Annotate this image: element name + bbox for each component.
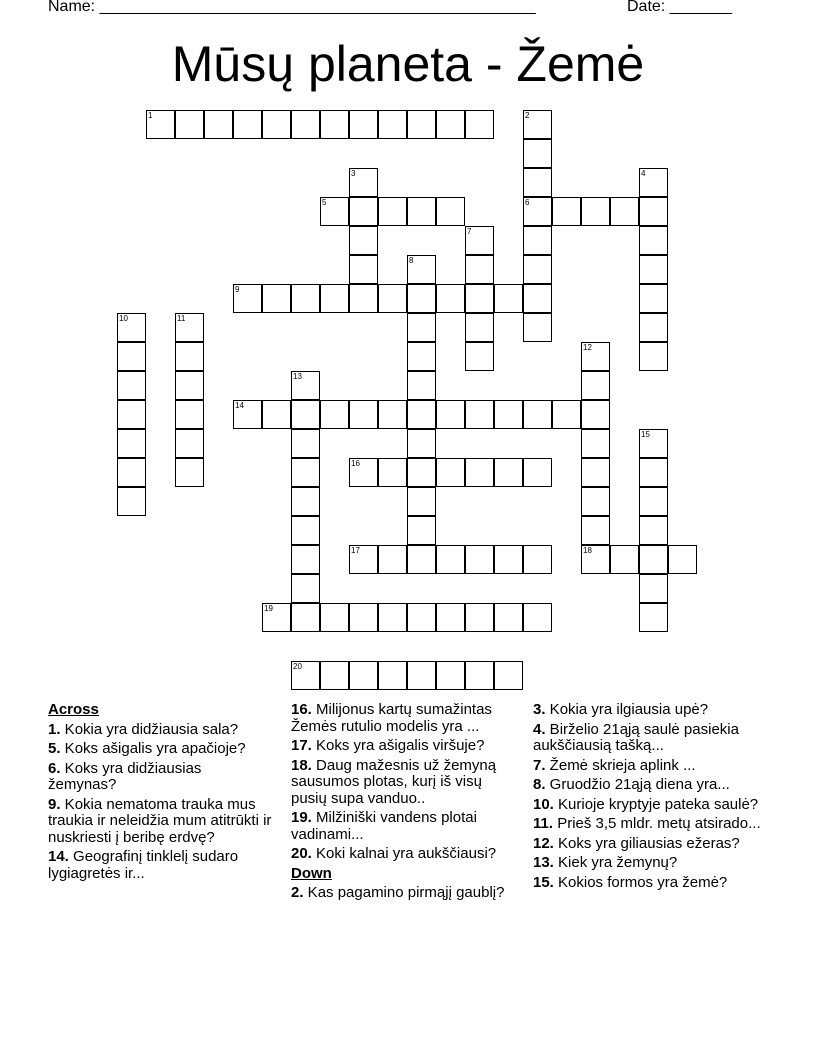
clue-number-label: 9 xyxy=(235,285,240,294)
crossword-cell[interactable] xyxy=(117,313,146,342)
crossword-cell[interactable] xyxy=(349,168,378,197)
crossword-cell[interactable] xyxy=(581,458,610,487)
crossword-cell[interactable] xyxy=(581,516,610,545)
clue-number-label: 1 xyxy=(148,111,153,120)
crossword-cell[interactable] xyxy=(291,545,320,574)
clue-number-label: 7 xyxy=(467,227,472,236)
crossword-cell[interactable] xyxy=(581,371,610,400)
clue-down-8: 8. Gruodžio 21ąją diena yra... xyxy=(533,776,730,793)
clue-across-9: 9. Kokia nematoma trauka mus traukia ir neleidžia mum atitrūkti ir nuskriesti į beribę erdvę? xyxy=(48,795,272,846)
crossword-cell[interactable] xyxy=(581,545,610,574)
clue-across-16: 16. Milijonus kartų sumažintas Žemės rutulio modelis yra ... xyxy=(291,701,492,735)
crossword-cell[interactable] xyxy=(291,574,320,603)
clue-across-20: 20. Koki kalnai yra aukščiausi? xyxy=(291,845,497,862)
crossword-cell[interactable] xyxy=(639,313,668,342)
crossword-cell[interactable] xyxy=(407,284,436,313)
clue-number-label: 15 xyxy=(641,430,650,439)
crossword-cell[interactable] xyxy=(262,284,291,313)
clue-across-19: 19. Milžiniški vandens plotai vadinami... xyxy=(291,809,477,843)
clue-number-label: 6 xyxy=(525,198,530,207)
crossword-cell[interactable] xyxy=(146,110,175,139)
crossword-cell[interactable] xyxy=(639,342,668,371)
crossword-cell[interactable] xyxy=(349,661,378,690)
crossword-cell[interactable] xyxy=(407,342,436,371)
clues-column-2 xyxy=(291,702,516,905)
crossword-cell[interactable] xyxy=(436,458,465,487)
crossword-cell[interactable] xyxy=(175,342,204,371)
crossword-cell[interactable] xyxy=(465,226,494,255)
crossword-cell[interactable] xyxy=(349,226,378,255)
crossword-cell[interactable] xyxy=(349,197,378,226)
clue-down-3: 3. Kokia yra ilgiausia upė? xyxy=(533,701,709,718)
crossword-cell[interactable] xyxy=(639,255,668,284)
crossword-cell[interactable] xyxy=(639,487,668,516)
crossword-cell[interactable] xyxy=(639,545,668,574)
crossword-cell[interactable] xyxy=(320,197,349,226)
crossword-cell[interactable] xyxy=(436,400,465,429)
name-label: Name: xyxy=(48,0,96,15)
crossword-cell[interactable] xyxy=(175,458,204,487)
crossword-cell[interactable] xyxy=(465,603,494,632)
clue-number-label: 11 xyxy=(177,314,186,323)
crossword-cell[interactable] xyxy=(407,661,436,690)
crossword-cell[interactable] xyxy=(581,342,610,371)
crossword-cell[interactable] xyxy=(523,168,552,197)
clue-number-label: 3 xyxy=(351,169,356,178)
crossword-cell[interactable] xyxy=(552,197,581,226)
crossword-cell[interactable] xyxy=(639,516,668,545)
clue-number-label: 17 xyxy=(351,546,360,555)
crossword-cell[interactable] xyxy=(117,487,146,516)
crossword-cell[interactable] xyxy=(291,110,320,139)
crossword-cell[interactable] xyxy=(407,255,436,284)
crossword-cell[interactable] xyxy=(291,371,320,400)
clue-number-label: 10 xyxy=(119,314,128,323)
crossword-cell[interactable] xyxy=(523,284,552,313)
crossword-cell[interactable] xyxy=(639,197,668,226)
name-line: _________________________________________________ xyxy=(99,0,536,15)
crossword-cell[interactable] xyxy=(291,661,320,690)
clues-column-3 xyxy=(533,702,773,894)
crossword-cell[interactable] xyxy=(378,545,407,574)
clue-down-7: 7. Žemė skrieja aplink ... xyxy=(533,756,696,774)
clue-across-6: 6. Koks yra didžiausias žemynas? xyxy=(48,759,202,793)
crossword-cell[interactable] xyxy=(494,545,523,574)
crossword-cell[interactable] xyxy=(552,400,581,429)
crossword-cell[interactable] xyxy=(523,226,552,255)
crossword-cell[interactable] xyxy=(175,400,204,429)
crossword-cell[interactable] xyxy=(436,603,465,632)
crossword-cell[interactable] xyxy=(320,661,349,690)
crossword-cell[interactable] xyxy=(320,603,349,632)
crossword-cell[interactable] xyxy=(581,487,610,516)
crossword-cell[interactable] xyxy=(465,400,494,429)
clue-across-5: 5. Koks ašigalis yra apačioje? xyxy=(48,740,246,757)
date-label: Date: xyxy=(627,0,666,15)
crossword-cell[interactable] xyxy=(378,110,407,139)
crossword-cell[interactable] xyxy=(320,284,349,313)
crossword-cell[interactable] xyxy=(436,545,465,574)
clue-down-2: 2. Kas pagamino pirmąjį gaublį? xyxy=(291,884,505,901)
crossword-cell[interactable] xyxy=(262,603,291,632)
crossword-cell[interactable] xyxy=(407,603,436,632)
crossword-cell[interactable] xyxy=(407,400,436,429)
crossword-cell[interactable] xyxy=(378,458,407,487)
crossword-cell[interactable] xyxy=(291,400,320,429)
clue-across-14: 14. Geografinį tinklelį sudaro lygiagretės ir... xyxy=(48,848,239,882)
crossword-cell[interactable] xyxy=(349,255,378,284)
crossword-cell[interactable] xyxy=(436,110,465,139)
crossword-cell[interactable] xyxy=(291,487,320,516)
clue-across-17: 17. Koks yra ašigalis viršuje? xyxy=(291,737,485,754)
crossword-cell[interactable] xyxy=(349,545,378,574)
down-heading: Down xyxy=(291,864,332,882)
crossword-cell[interactable] xyxy=(610,197,639,226)
puzzle-title: Mūsų planeta - Žemė xyxy=(171,36,645,92)
crossword-cell[interactable] xyxy=(581,429,610,458)
crossword-cell[interactable] xyxy=(436,661,465,690)
crossword-cell[interactable] xyxy=(349,603,378,632)
clue-down-13: 13. Kiek yra žemynų? xyxy=(533,854,678,871)
clue-number-label: 16 xyxy=(351,459,360,468)
clue-number-label: 18 xyxy=(583,546,592,555)
crossword-cell[interactable] xyxy=(523,545,552,574)
crossword-cell[interactable] xyxy=(262,400,291,429)
crossword-cell[interactable] xyxy=(639,429,668,458)
clue-number-label: 12 xyxy=(583,343,592,352)
clue-number-label: 20 xyxy=(293,662,302,671)
crossword-cell[interactable] xyxy=(436,197,465,226)
crossword-cell[interactable] xyxy=(291,603,320,632)
crossword-cell[interactable] xyxy=(465,661,494,690)
crossword-cell[interactable] xyxy=(291,458,320,487)
crossword-cell[interactable] xyxy=(639,603,668,632)
crossword-cell[interactable] xyxy=(523,197,552,226)
crossword-cell[interactable] xyxy=(494,458,523,487)
crossword-cell[interactable] xyxy=(465,545,494,574)
crossword-cell[interactable] xyxy=(407,458,436,487)
crossword-cell[interactable] xyxy=(407,371,436,400)
crossword-cell[interactable] xyxy=(639,284,668,313)
crossword-cell[interactable] xyxy=(436,284,465,313)
crossword-cell[interactable] xyxy=(117,429,146,458)
crossword-cell[interactable] xyxy=(378,603,407,632)
crossword-cell[interactable] xyxy=(349,400,378,429)
crossword-cell[interactable] xyxy=(349,110,378,139)
clue-number-label: 13 xyxy=(293,372,302,381)
crossword-cell[interactable] xyxy=(494,603,523,632)
crossword-cell[interactable] xyxy=(175,313,204,342)
crossword-cell[interactable] xyxy=(378,284,407,313)
crossword-cell[interactable] xyxy=(465,284,494,313)
clue-across-18: 18. Daug mažesnis už žemyną sausumos plotas, kurį iš visų pusių supa vanduo.. xyxy=(291,756,497,807)
crossword-cell[interactable] xyxy=(465,342,494,371)
crossword-cell[interactable] xyxy=(378,661,407,690)
crossword-cell[interactable] xyxy=(233,400,262,429)
crossword-cell[interactable] xyxy=(291,284,320,313)
crossword-cell[interactable] xyxy=(407,516,436,545)
crossword-cell[interactable] xyxy=(349,284,378,313)
crossword-cell[interactable] xyxy=(117,342,146,371)
crossword-cell[interactable] xyxy=(175,371,204,400)
clue-down-11: 11. Prieš 3,5 mldr. metų atsirado... xyxy=(533,815,761,832)
crossword-cell[interactable] xyxy=(465,313,494,342)
crossword-cell[interactable] xyxy=(204,110,233,139)
clue-number-label: 19 xyxy=(264,604,273,613)
crossword-cell[interactable] xyxy=(117,458,146,487)
crossword-cell[interactable] xyxy=(639,226,668,255)
crossword-cell[interactable] xyxy=(233,284,262,313)
crossword-cell[interactable] xyxy=(291,516,320,545)
crossword-cell[interactable] xyxy=(523,603,552,632)
crossword-cell[interactable] xyxy=(494,661,523,690)
crossword-cell[interactable] xyxy=(407,110,436,139)
date-line: _______ xyxy=(669,0,732,15)
crossword-cell[interactable] xyxy=(639,168,668,197)
crossword-cell[interactable] xyxy=(639,458,668,487)
crossword-cell[interactable] xyxy=(407,313,436,342)
crossword-cell[interactable] xyxy=(523,255,552,284)
clue-across-1: 1. Kokia yra didžiausia sala? xyxy=(48,720,239,738)
clue-number-label: 8 xyxy=(409,256,414,265)
crossword-cell[interactable] xyxy=(378,197,407,226)
crossword-cell[interactable] xyxy=(233,110,262,139)
crossword-cell[interactable] xyxy=(523,313,552,342)
crossword-cell[interactable] xyxy=(523,458,552,487)
crossword-cell[interactable] xyxy=(610,545,639,574)
clue-down-15: 15. Kokios formos yra žemė? xyxy=(533,873,728,891)
crossword-cell[interactable] xyxy=(407,197,436,226)
crossword-cell[interactable] xyxy=(668,545,697,574)
crossword-cell[interactable] xyxy=(407,545,436,574)
crossword-cell[interactable] xyxy=(523,139,552,168)
crossword-cell[interactable] xyxy=(175,429,204,458)
crossword-cell[interactable] xyxy=(291,429,320,458)
crossword-cell[interactable] xyxy=(378,400,407,429)
crossword-cell[interactable] xyxy=(262,110,291,139)
clues-column-1 xyxy=(48,702,273,885)
clue-down-10: 10. Kurioje kryptyje pateka saulė? xyxy=(533,795,759,813)
crossword-cell[interactable] xyxy=(494,284,523,313)
crossword-cell[interactable] xyxy=(407,487,436,516)
crossword-cell[interactable] xyxy=(523,110,552,139)
crossword-cell[interactable] xyxy=(581,400,610,429)
clue-down-4: 4. Birželio 21ąją saulė pasiekia aukščiausią tašką... xyxy=(533,720,739,754)
crossword-cell[interactable] xyxy=(349,458,378,487)
crossword-cell[interactable] xyxy=(117,371,146,400)
crossword-cell[interactable] xyxy=(175,110,204,139)
crossword-cell[interactable] xyxy=(465,458,494,487)
crossword-cell[interactable] xyxy=(581,197,610,226)
clue-number-label: 14 xyxy=(235,401,244,410)
crossword-cell[interactable] xyxy=(320,110,349,139)
crossword-cell[interactable] xyxy=(117,400,146,429)
clue-down-12: 12. Koks yra giliausias ežeras? xyxy=(533,834,740,852)
across-heading: Across xyxy=(48,701,99,718)
clue-number-label: 4 xyxy=(641,169,646,178)
crossword-cell[interactable] xyxy=(465,110,494,139)
crossword-cell[interactable] xyxy=(523,400,552,429)
crossword-cell[interactable] xyxy=(639,574,668,603)
crossword-cell[interactable] xyxy=(407,429,436,458)
crossword-cell[interactable] xyxy=(494,400,523,429)
clue-number-label: 5 xyxy=(322,198,327,207)
crossword-cell[interactable] xyxy=(320,400,349,429)
crossword-cell[interactable] xyxy=(465,255,494,284)
clue-number-label: 2 xyxy=(525,111,530,120)
